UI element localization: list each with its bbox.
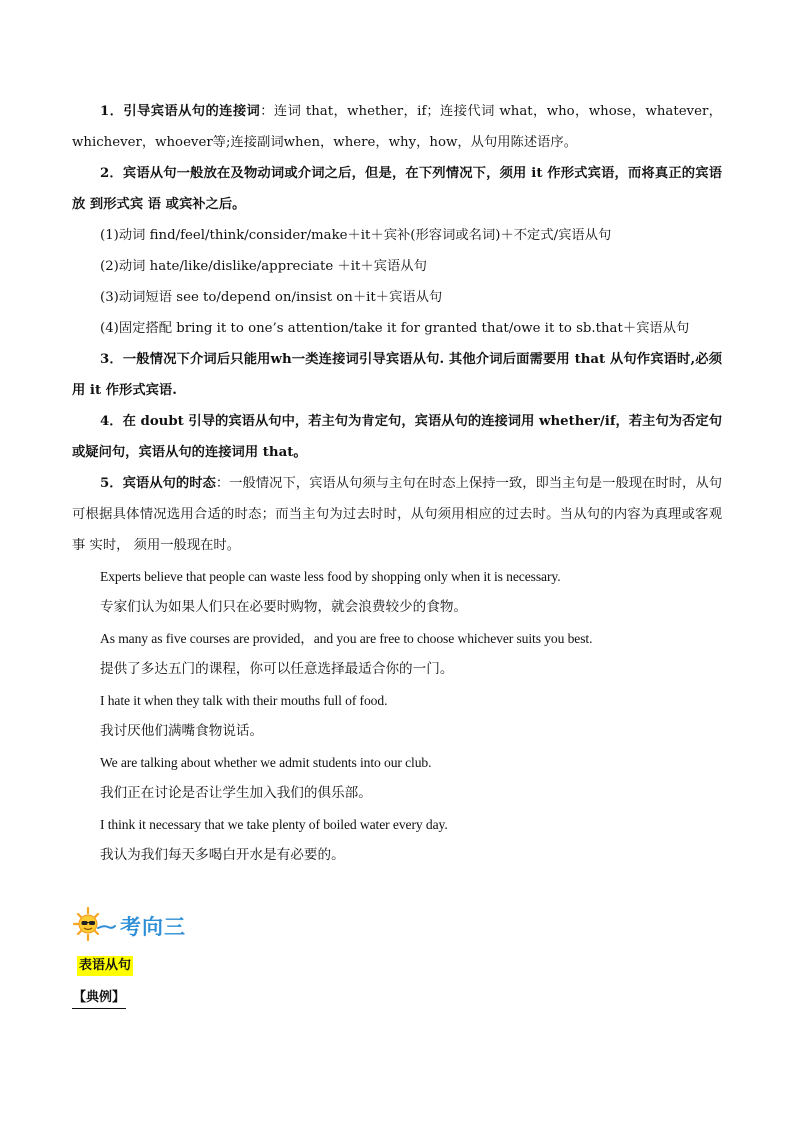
rule-2-item: (2)动词 hate/like/dislike/appreciate ＋it＋宾语从句 [100, 259, 427, 274]
rule-2-item: (3)动词短语 see to/depend on/insist on＋it＋宾语从句 [100, 290, 443, 305]
example-sentence-en: Experts believe that people can waste less food by shopping only when it is necessary. [100, 569, 561, 584]
content-body [72, 96, 722, 871]
example-sentence-zh: 专家们认为如果人们只在必要时购物，就会浪费较少的食物。 [100, 599, 468, 615]
topic-label: 表语从句 [77, 956, 133, 976]
rule-1-body: ：连词 that，whether，if；连接代词 what，who，whose，whatever，whichever，whoever等;连接副词when，where，why，how，从句用陈述语序。 [72, 104, 722, 150]
rule-1-heading: 1．引导宾语从句的连接词 [100, 104, 261, 119]
rule-2-item: (4)固定搭配 bring it to one’s attention/take it for granted that/owe it to sb.that＋宾语从句 [100, 321, 690, 336]
rule-5-heading: 5．宾语从句的时态 [100, 476, 216, 491]
section-title: 考向三 [120, 914, 186, 939]
rule-2-item: (1)动词 find/feel/think/consider/make＋it＋宾补(形容词或名词)＋不定式/宾语从句 [100, 228, 612, 243]
example-sentence-zh: 我认为我们每天多喝白开水是有必要的。 [100, 847, 345, 863]
example-sentence-zh: 提供了多达五门的课程，你可以任意选择最适合你的一门。 [100, 661, 454, 677]
rule-1 [72, 96, 722, 158]
rule-5-body: ：一般情况下，宾语从句须与主句在时态上保持一致，即当主句是一般现在时时，从句可根据具体情况选用合适的时态；而当主句为过去时时，从句须用相应的过去时。当从句的内容为真理或客观事 实时， 须用一般现在时。 [72, 476, 722, 553]
example-label: 【典例】 [72, 988, 126, 1009]
sun-with-sunglasses-icon [72, 906, 116, 946]
rule-3: 3．一般情况下介词后只能用wh一类连接词引导宾语从句. 其他介词后面需要用 that 从句作宾语时,必须用 it 作形式宾语. [72, 352, 722, 398]
example-sentence-zh: 我们正在讨论是否让学生加入我们的俱乐部。 [100, 785, 372, 801]
example-sentence-en: I think it necessary that we take plenty of boiled water every day. [100, 817, 448, 832]
example-sentence-en: As many as five courses are provided，and you are free to choose whichever suits you best. [100, 631, 593, 646]
rule-4: 4．在 doubt 引导的宾语从句中，若主句为肯定句，宾语从句的连接词用 whether/if，若主句为否定句或疑问句，宾语从句的连接词用 that。 [72, 414, 722, 460]
example-sentence-en: I hate it when they talk with their mouths full of food. [100, 693, 388, 708]
example-sentence-zh: 我讨厌他们满嘴食物说话。 [100, 723, 264, 739]
rule-2: 2．宾语从句一般放在及物动词或介词之后，但是，在下列情况下，须用 it 作形式宾语，而将真正的宾语放 到形式宾 语 或宾补之后。 [72, 166, 722, 212]
example-sentence-en: We are talking about whether we admit students into our club. [100, 755, 432, 770]
rule-5 [72, 468, 722, 561]
section-header [72, 906, 186, 946]
